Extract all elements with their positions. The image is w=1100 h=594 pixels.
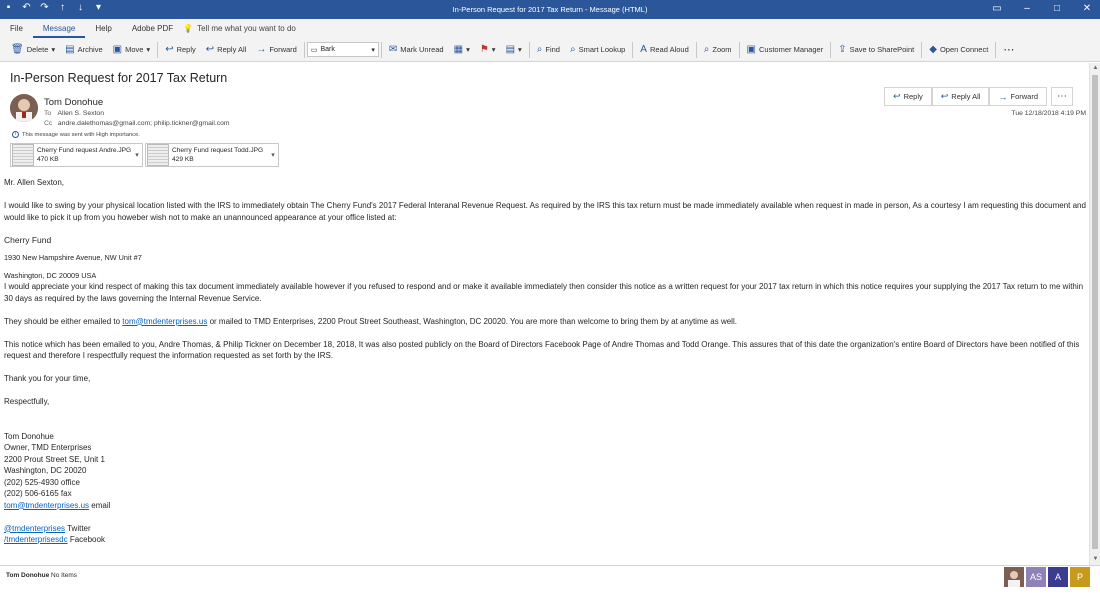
attachment-item[interactable] [10, 143, 143, 167]
reply-all-label: Reply All [951, 92, 981, 101]
policy-button[interactable] [501, 41, 527, 59]
find-label: Find [545, 45, 560, 54]
message-subject: In-Person Request for 2017 Tax Return [10, 71, 228, 85]
envelope-icon: ✉ [388, 43, 398, 55]
connect-icon: ◆ [929, 43, 937, 55]
forward-button[interactable] [251, 41, 302, 59]
ribbon-display-icon[interactable]: ▭ [992, 3, 1002, 14]
sig-address: Washington, DC 20020 [4, 466, 87, 475]
menu-help[interactable]: Help [95, 24, 112, 33]
attachment-size: 470 KB [37, 156, 59, 163]
tell-me-box[interactable] [183, 24, 296, 33]
attachment-info [172, 146, 268, 164]
sig-twitter-line [4, 523, 1086, 535]
people-pane-name: Tom Donohue [6, 572, 50, 579]
menu-message[interactable]: Message [33, 19, 85, 38]
chevron-down-icon: ▾ [51, 45, 56, 54]
to-recipients[interactable]: Allen S. Sexton [57, 110, 104, 117]
body-text: or mailed to TMD Enterprises, 2200 Prout Street Southeast, Washington, DC 20020. You are more than welcome to bring them by at anytime as well. [207, 316, 737, 326]
org-address-line: Washington, DC 20009 USA [4, 270, 97, 280]
more-icon: ⋯ [1003, 44, 1015, 56]
find-button[interactable] [532, 41, 565, 59]
more-actions-button[interactable] [1051, 87, 1073, 106]
body-text: They should be either emailed to [4, 316, 123, 326]
categorize-icon: ▦ [453, 43, 464, 55]
zoom-icon: ⌕ [703, 43, 710, 55]
ribbon [0, 38, 1100, 62]
closing-line: Respectfully, [4, 397, 50, 406]
sig-title: Owner, TMD Enterprises [4, 443, 92, 452]
open-connect-label: Open Connect [939, 45, 989, 54]
info-icon: i [12, 131, 19, 138]
org-name: Cherry Fund [4, 234, 52, 245]
email-link[interactable]: tom@tmdenterprises.us [122, 316, 208, 326]
body-paragraph: This notice which has been emailed to you, Andre Thomas, & Philip Tickner on December 18, 2018, It was also posted publicly on the Board of Directors Facebook Page of Andre Thomas and Todd Orange. This assures that of this date the organization's entire Board of Directors have been notified of this request and therefore I respectfully request the information requested as set forth by the IRS. [4, 339, 1080, 360]
forward-button[interactable] [989, 87, 1047, 106]
ribbon-separator [995, 42, 996, 58]
mark-unread-button[interactable] [384, 41, 449, 59]
menu-adobe-pdf[interactable]: Adobe PDF [131, 24, 174, 33]
cc-label: Cc [44, 120, 53, 127]
sharepoint-icon: ⇪ [838, 43, 847, 55]
sig-name: Tom Donohue [4, 431, 54, 441]
chevron-down-icon: ▾ [371, 46, 375, 54]
quick-steps-combo[interactable] [307, 42, 379, 57]
body-paragraph: I would like to swing by your physical location listed with the IRS to immediately obtain The Cherry Fund's 2017 Federal Interanal Revenue Request. As required by the IRS this tax return must be made immediately available when request in made in person, As a courtesy I am requesting this document and would like to pick it up from you howeber wish not to make an unannounced appearance at your office listed at: [4, 201, 1086, 222]
chevron-down-icon: ▾ [491, 45, 496, 54]
sender-avatar[interactable] [10, 94, 38, 122]
zoom-label: Zoom [712, 45, 732, 54]
customize-qat-icon[interactable]: ▾ [95, 2, 102, 13]
people-pane-items: No Items [51, 572, 78, 579]
to-label: To [44, 110, 52, 117]
close-icon[interactable]: ✕ [1082, 3, 1092, 14]
archive-button[interactable] [60, 41, 107, 59]
redo-icon[interactable]: ↷ [40, 2, 49, 13]
chevron-down-icon[interactable]: ▾ [271, 152, 275, 159]
thanks-line: Thank you for your time, [4, 374, 91, 383]
scroll-up-icon[interactable]: ▲ [1092, 65, 1099, 71]
ribbon-separator [921, 42, 922, 58]
maximize-icon[interactable]: □ [1053, 3, 1061, 14]
cc-recipients[interactable]: andre.dalethomas@gmail.com; philip.tickner@gmail.com [57, 120, 230, 127]
forward-icon: → [256, 43, 267, 55]
policy-icon: ▤ [505, 43, 516, 55]
reply-label: Reply [903, 92, 923, 101]
flag-icon: ⚑ [479, 43, 489, 55]
ribbon-separator [157, 42, 158, 58]
attachment-name: Cherry Fund request Todd.JPG [172, 147, 264, 154]
menu-file[interactable]: File [10, 24, 23, 33]
ribbon-separator [739, 42, 740, 58]
reply-icon: ↩ [165, 43, 174, 55]
save-to-sharepoint-button[interactable] [833, 41, 919, 59]
to-line [44, 110, 104, 117]
zoom-button[interactable] [699, 41, 737, 59]
save-icon[interactable]: ▪ [6, 2, 11, 13]
more-icon: ⋯ [1057, 91, 1067, 102]
person-photo-icon [10, 94, 38, 122]
reply-all-button[interactable] [932, 87, 990, 106]
move-icon: ▣ [112, 43, 123, 55]
down-arrow-icon[interactable]: ↓ [78, 2, 83, 13]
reply-all-label: Reply All [217, 45, 247, 54]
chevron-down-icon: ▾ [146, 45, 151, 54]
people-tile[interactable]: AS [1026, 567, 1046, 587]
reply-button[interactable] [884, 87, 932, 106]
importance-text: This message was sent with High importance. [22, 131, 140, 138]
quick-steps-value: Bark [320, 46, 335, 53]
open-connect-button[interactable] [924, 41, 993, 59]
save-sharepoint-label: Save to SharePoint [849, 45, 915, 54]
email-link[interactable]: tom@tmdenterprises.us [4, 500, 90, 510]
reading-pane [0, 63, 1089, 565]
org-address-line: 1930 New Hampshire Avenue, NW Unit #7 [4, 253, 142, 262]
chevron-down-icon[interactable]: ▾ [135, 152, 139, 159]
ribbon-separator [632, 42, 633, 58]
menu-bar [0, 19, 1100, 38]
read-aloud-label: Read Aloud [649, 45, 689, 54]
archive-icon: ▤ [65, 43, 75, 55]
smart-lookup-button[interactable] [565, 41, 630, 59]
read-aloud-button[interactable] [635, 41, 693, 59]
customer-manager-icon: ▣ [746, 43, 756, 55]
move-label: Move [125, 45, 144, 54]
archive-label: Archive [77, 45, 103, 54]
facebook-link[interactable]: /tmdenterprisesdc [4, 535, 68, 544]
forward-label: Forward [1010, 92, 1038, 101]
facebook-label: Facebook [67, 535, 105, 544]
ribbon-separator [529, 42, 530, 58]
importance-notice [12, 131, 140, 138]
chevron-down-icon: ▾ [518, 45, 522, 54]
attachment-size: 429 KB [172, 156, 194, 163]
scroll-thumb[interactable] [1092, 75, 1098, 549]
attachment-item[interactable] [145, 143, 279, 167]
ribbon-separator [304, 42, 305, 58]
person-photo-icon [1004, 567, 1024, 587]
sig-email-label: email [89, 500, 111, 510]
sender-name[interactable]: Tom Donohue [44, 97, 104, 108]
reply-all-button[interactable] [201, 41, 252, 59]
reply-all-icon: ↩ [205, 43, 215, 55]
twitter-label: Twitter [65, 523, 91, 533]
tell-me-text: Tell me what you want to do [197, 24, 296, 33]
sig-fax: (202) 506-6165 fax [4, 489, 72, 498]
reply-label: Reply [176, 45, 196, 54]
people-pane [0, 565, 1100, 592]
people-tile-photo[interactable] [1004, 567, 1024, 587]
people-tiles [1004, 567, 1090, 587]
window-controls [990, 3, 1094, 14]
reply-button[interactable] [160, 41, 201, 59]
attachment-name: Cherry Fund request Andre.JPG [37, 147, 132, 154]
image-thumbnail-icon [147, 144, 169, 166]
people-tile[interactable]: A [1048, 567, 1068, 587]
message-body [4, 177, 1086, 546]
smart-lookup-label: Smart Lookup [578, 45, 626, 54]
sig-facebook-line [4, 534, 1086, 546]
sig-address: 2200 Prout Street SE, Unit 1 [4, 454, 105, 464]
combo-icon: ▭ [310, 46, 318, 54]
more-commands-button[interactable] [998, 41, 1019, 59]
forward-icon: → [998, 91, 1008, 102]
delete-button[interactable] [6, 41, 60, 59]
delete-label: Delete [26, 45, 49, 54]
smart-lookup-icon: ⌕ [569, 43, 576, 55]
window-title: In-Person Request for 2017 Tax Return - Message (HTML) [452, 5, 648, 14]
minimize-icon[interactable]: – [1024, 3, 1030, 14]
title-bar [0, 0, 1100, 19]
customer-manager-button[interactable] [742, 41, 829, 59]
ribbon-separator [830, 42, 831, 58]
ribbon-separator [696, 42, 697, 58]
customer-manager-label: Customer Manager [759, 45, 824, 54]
flag-button[interactable] [475, 41, 501, 59]
reply-all-icon: ↩ [940, 91, 949, 101]
scroll-down-icon[interactable]: ▼ [1092, 556, 1099, 562]
body-paragraph: I would appreciate your kind respect of making this tax document immediately available however if you refused to respond and or make it available immediately then consider this notice as a written request for your 2017 tax return in which this notice requires your supplying the 2017 Tax return to me within 30 days as required by the laws governing the Internal Revenue Service. [4, 282, 1084, 303]
sig-email-line [4, 500, 1086, 512]
image-thumbnail-icon [12, 144, 34, 166]
message-actions [884, 87, 1073, 106]
vertical-scrollbar[interactable] [1089, 63, 1100, 565]
move-button[interactable] [108, 41, 156, 59]
sig-phone: (202) 525-4930 office [4, 477, 80, 487]
people-pane-summary [6, 572, 77, 579]
spacer [4, 511, 1086, 523]
people-tile[interactable]: P [1070, 567, 1090, 587]
body-paragraph [4, 316, 1086, 328]
search-icon: ⌕ [536, 43, 543, 55]
reply-icon: ↩ [893, 91, 901, 101]
signature [4, 431, 1086, 546]
twitter-link[interactable]: @tmdenterprises [4, 523, 66, 533]
mark-unread-label: Mark Unread [400, 45, 444, 54]
undo-icon[interactable]: ↶ [22, 2, 31, 13]
ribbon-separator [381, 42, 382, 58]
up-arrow-icon[interactable]: ↑ [60, 2, 65, 13]
read-aloud-icon: A [640, 43, 647, 55]
chevron-down-icon: ▾ [466, 45, 470, 54]
trash-icon: 🗑 [11, 43, 24, 55]
greeting: Mr. Allen Sexton, [4, 178, 65, 187]
cc-line [44, 120, 230, 127]
message-date: Tue 12/18/2018 4:19 PM [1011, 110, 1086, 117]
forward-label: Forward [269, 45, 297, 54]
lightbulb-icon: 💡 [183, 24, 194, 33]
attachment-info [37, 146, 132, 164]
categorize-button[interactable] [449, 41, 475, 59]
